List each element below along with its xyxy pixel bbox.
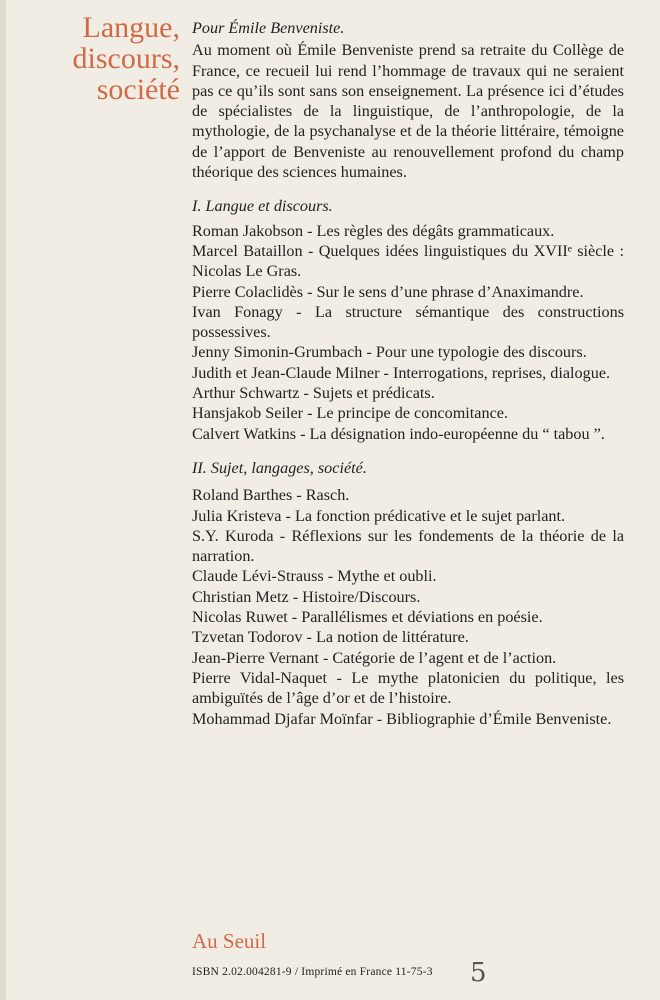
list-item: Marcel Bataillon - Quelques idées linguistiques du XVIIᵉ siècle : Nicolas Le Gras. — [192, 241, 624, 281]
list-item: Judith et Jean-Claude Milner - Interrogations, reprises, dialogue. — [192, 363, 611, 382]
list-item: Mohammad Djafar Moïnfar - Bibliographie d’Émile Benveniste. — [192, 709, 612, 728]
main-text — [192, 18, 624, 729]
list-item: Julia Kristeva - La fonction prédicative et le sujet parlant. — [192, 506, 566, 525]
list-item: Jean-Pierre Vernant - Catégorie de l’agent et de l’action. — [192, 648, 557, 667]
section-2-list — [192, 485, 624, 729]
list-item: Hansjakob Seiler - Le principe de concomitance. — [192, 404, 508, 423]
isbn-line: ISBN 2.02.004281-9 / Imprimé en France 11-75-3 — [192, 966, 433, 978]
list-item: Jenny Simonin-Grumbach - Pour une typologie des discours. — [192, 343, 587, 362]
list-item: Tzvetan Todorov - La notion de littérature. — [192, 628, 469, 647]
section-1-heading: I. Langue et discours. — [192, 197, 333, 216]
list-item: Claude Lévi-Strauss - Mythe et oubli. — [192, 567, 437, 586]
list-item: Calvert Watkins - La désignation indo-européenne du “ tabou ”. — [192, 424, 605, 443]
handwritten-mark: 5 — [470, 958, 487, 988]
list-item: Ivan Fonagy - La structure sémantique des constructions possessives. — [192, 302, 624, 342]
book-title — [10, 12, 180, 105]
dedication: Pour Émile Benveniste. — [192, 19, 345, 37]
cover-edge — [0, 0, 6, 1000]
list-item: Christian Metz - Histoire/Discours. — [192, 587, 421, 606]
title-line-3: société — [96, 73, 180, 106]
list-item: Pierre Vidal-Naquet - Le mythe platonicien du politique, les ambiguïtés de l’âge d’or et de l’histoire. — [192, 668, 624, 708]
section-1-list — [192, 221, 624, 444]
list-item: Pierre Colaclidès - Sur le sens d’une phrase d’Anaximandre. — [192, 282, 584, 301]
list-item: S.Y. Kuroda - Réflexions sur les fondements de la théorie de la narration. — [192, 526, 624, 566]
section-2-heading: II. Sujet, langages, société. — [192, 458, 367, 477]
list-item: Nicolas Ruwet - Parallélismes et déviations en poésie. — [192, 608, 543, 627]
intro-paragraph: Au moment où Émile Benveniste prend sa retraite du Collège de France, ce recueil lui rend l’hommage de travaux qui ne seraient pas ce qu’ils sont sans son enseignement. La présence ici d’études de spécialistes de la linguistique, de l’anthropologie, de la mythologie, de la psychanalyse et de la théorie littéraire, témoigne de l’apport de Benveniste au renouvellement profond du champ théorique des sciences humaines. — [192, 41, 624, 182]
list-item: Roland Barthes - Rasch. — [192, 486, 350, 505]
title-line-2: discours, — [72, 42, 180, 75]
title-line-1: Langue, — [82, 11, 180, 44]
list-item: Arthur Schwartz - Sujets et prédicats. — [192, 384, 435, 403]
publisher-name: Au Seuil — [192, 929, 267, 953]
list-item: Roman Jakobson - Les règles des dégâts grammaticaux. — [192, 221, 555, 240]
